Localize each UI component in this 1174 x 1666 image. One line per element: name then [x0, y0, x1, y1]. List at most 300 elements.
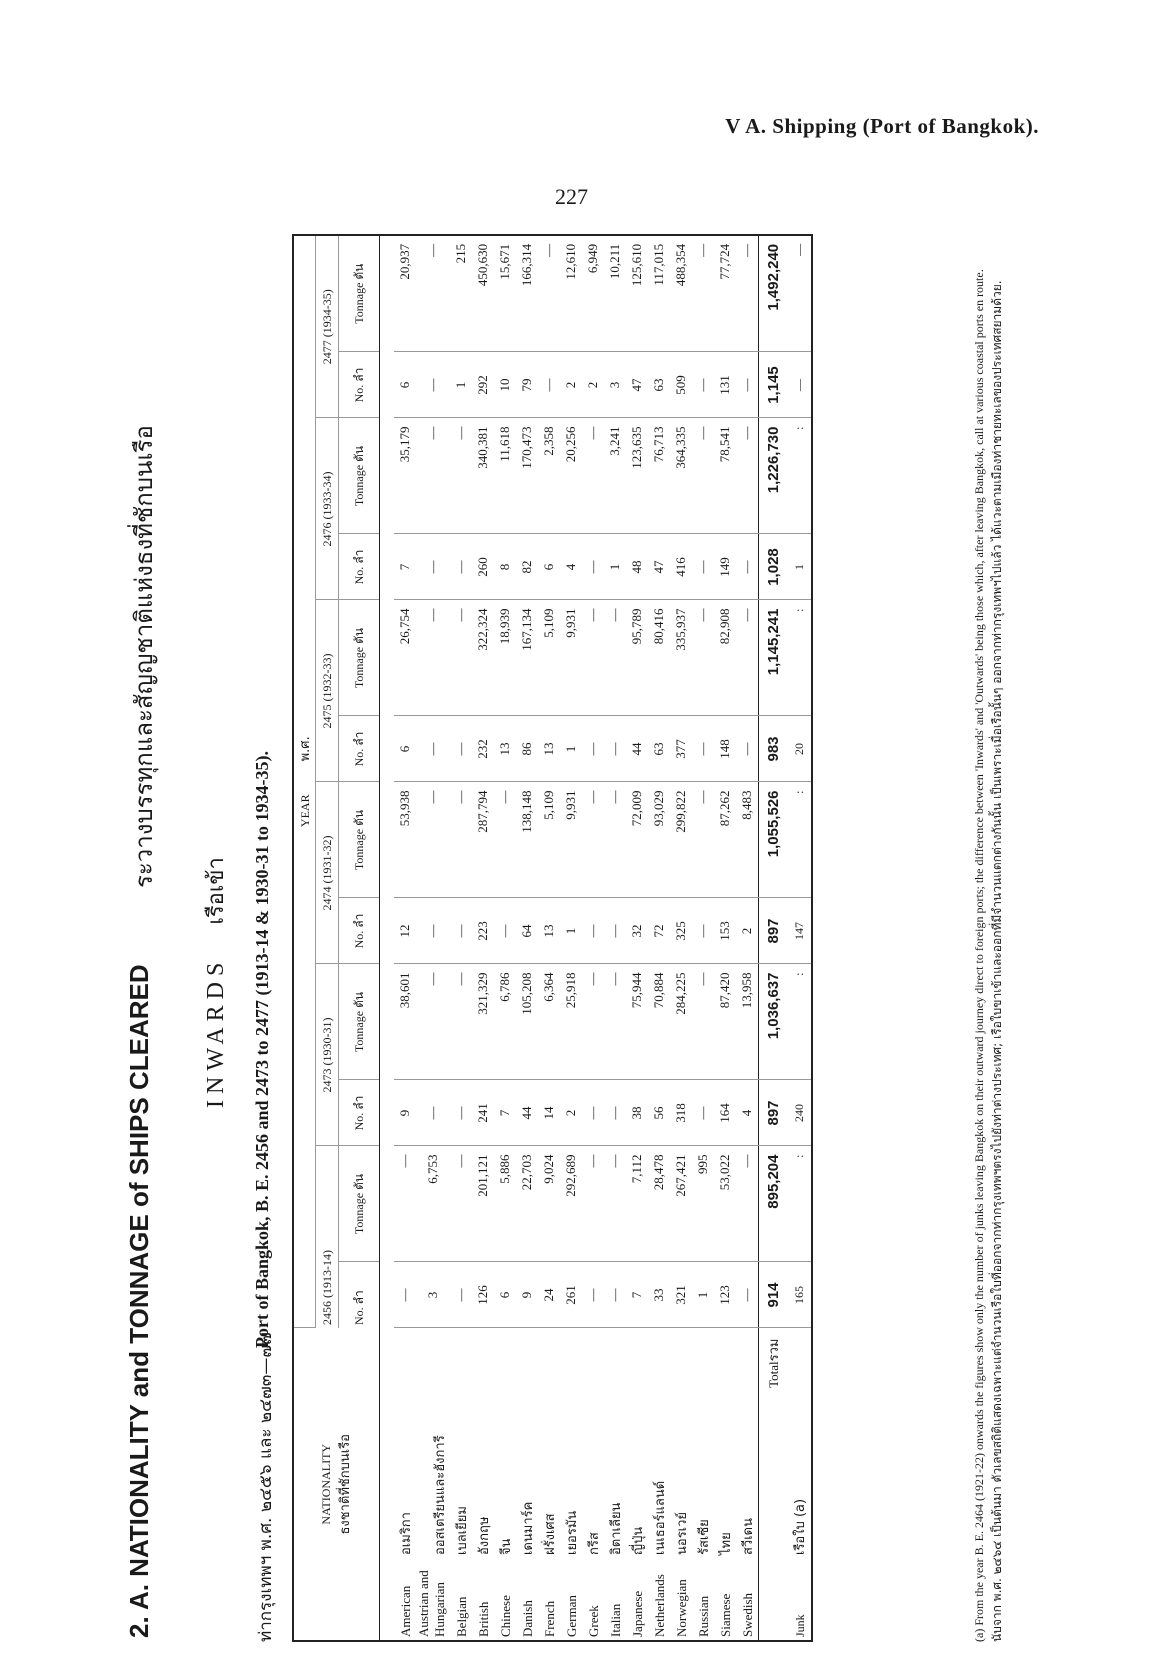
cell-tonnage: 299,822: [670, 782, 692, 898]
cell-tonnage: 895,204: [759, 1146, 788, 1262]
cell-tonnage: 2,358: [538, 418, 560, 534]
table-row: [472, 236, 494, 1640]
nationality-en: Junk: [792, 1614, 807, 1637]
cell-tonnage: —: [736, 236, 759, 352]
cell-tonnage: 322,324: [472, 600, 494, 716]
cell-tonnage: —: [394, 1146, 416, 1262]
cell-no: 292: [472, 352, 494, 418]
cell-no: 24: [538, 1262, 560, 1328]
cell-no: 13: [538, 898, 560, 964]
cell-tonnage: —: [450, 418, 472, 534]
nationality-cell: [450, 1328, 472, 1640]
nationality-cell: [516, 1328, 538, 1640]
period-header: 2474 (1931-32): [316, 782, 339, 964]
cell-no: 4: [736, 1080, 759, 1146]
cell-no: 1: [787, 534, 811, 600]
cell-tonnage: 1,492,240: [759, 236, 788, 352]
cell-no: —: [450, 716, 472, 782]
cell-no: —: [582, 716, 604, 782]
cell-no: 10: [494, 352, 516, 418]
spacer-row: [380, 236, 395, 1640]
cell-no: —: [736, 716, 759, 782]
cell-tonnage: 75,944: [626, 964, 648, 1080]
nationality-cell: [626, 1328, 648, 1640]
cell-tonnage: 25,918: [560, 964, 582, 1080]
cell-no: 131: [714, 352, 736, 418]
cell-tonnage: 117,015: [648, 236, 670, 352]
cell-tonnage: :: [787, 964, 811, 1080]
year-header: [294, 236, 316, 1328]
cell-no: 232: [472, 716, 494, 782]
cell-tonnage: —: [604, 1146, 626, 1262]
cell-tonnage: 284,225: [670, 964, 692, 1080]
running-head: V A. Shipping (Port of Bangkok).: [725, 114, 1039, 138]
cell-tonnage: 5,109: [538, 600, 560, 716]
cell-tonnage: 22,703: [516, 1146, 538, 1262]
cell-no: 165: [787, 1262, 811, 1328]
table-body: [380, 236, 812, 1640]
cell-no: 8: [494, 534, 516, 600]
nationality-th: อเมริกา: [398, 1512, 414, 1555]
cell-tonnage: 87,262: [714, 782, 736, 898]
cell-no: 1,028: [759, 534, 788, 600]
subtitle-inwards-th: เรือเข้า: [203, 857, 228, 925]
nationality-th: กรีส: [586, 1532, 602, 1555]
cell-tonnage: 1,226,730: [759, 418, 788, 534]
cell-no: 2: [582, 352, 604, 418]
cell-tonnage: 53,938: [394, 782, 416, 898]
cell-tonnage: —: [582, 418, 604, 534]
cell-no: 321: [670, 1262, 692, 1328]
cell-no: 48: [626, 534, 648, 600]
cell-no: 1: [450, 352, 472, 418]
table-row: [626, 236, 648, 1640]
cell-tonnage: —: [450, 600, 472, 716]
cell-tonnage: 995: [692, 1146, 714, 1262]
period-header: 2477 (1934-35): [316, 236, 339, 418]
title-thai: ระวางบรรทุกและสัญญชาติแห่งธงที่ชักบนเรือ: [131, 425, 158, 888]
nationality-th: เรือใบ (a): [792, 1498, 808, 1555]
cell-tonnage: —: [604, 600, 626, 716]
period-header: 2456 (1913-14): [316, 1146, 339, 1328]
cell-no: 149: [714, 534, 736, 600]
locale-row: [252, 218, 284, 1648]
cell-tonnage: 93,029: [648, 782, 670, 898]
cell-no: —: [582, 1262, 604, 1328]
cell-no: 241: [472, 1080, 494, 1146]
cell-no: 6: [394, 352, 416, 418]
footnote: [970, 238, 1006, 1642]
nationality-en: Norwegian: [673, 1579, 689, 1637]
nationality-en: Belgian: [453, 1596, 469, 1637]
cell-no: —: [692, 898, 714, 964]
cell-no: —: [582, 534, 604, 600]
cell-no: 509: [670, 352, 692, 418]
cell-no: —: [582, 898, 604, 964]
footnote-thai: นับจาก พ.ศ. ๒๔๖๔ เป็นต้นมา ตัวเลขสถิติแสดงเฉพาะแต่จำนวนเรือใบที่ออกจากท่ากรุงเทพฯตรงไปยังท่าต่างประเทศ; เรือใบขาเข้าและออกที่มีจำนวนแตกต่างกันนั้น เป็นเพราะเมื่อเรือนั้นๆ ออกจากท่ากรุงเทพฯไปแล้ว ได้แวะตามเมืองท่าชายทะเลของประเทศสยามด้วย.: [990, 280, 1004, 1642]
cell-tonnage: —: [538, 236, 560, 352]
nationality-th: สวีเดน: [740, 1517, 756, 1555]
cell-tonnage: 20,256: [560, 418, 582, 534]
period-header: 2476 (1933-34): [316, 418, 339, 600]
nationality-cell: [416, 1328, 450, 1640]
cell-tonnage: 76,713: [648, 418, 670, 534]
cell-tonnage: 123,635: [626, 418, 648, 534]
cell-tonnage: —: [692, 236, 714, 352]
column-header-tonnage: Tonnage ตัน: [339, 418, 380, 534]
cell-tonnage: 9,024: [538, 1146, 560, 1262]
cell-no: 56: [648, 1080, 670, 1146]
cell-no: 1: [560, 898, 582, 964]
nationality-cell: [494, 1328, 516, 1640]
nationality-cell: [692, 1328, 714, 1640]
cell-tonnage: —: [450, 1146, 472, 1262]
cell-tonnage: 450,630: [472, 236, 494, 352]
nationality-th: เนเธอร์แลนด์: [652, 1480, 668, 1555]
cell-no: 7: [394, 534, 416, 600]
subtitle: [198, 857, 233, 1108]
cell-tonnage: —: [416, 782, 450, 898]
cell-no: —: [416, 1080, 450, 1146]
cell-no: —: [450, 1080, 472, 1146]
cell-no: 44: [516, 1080, 538, 1146]
nationality-en: Chinese: [497, 1595, 513, 1637]
cell-tonnage: 5,886: [494, 1146, 516, 1262]
cell-tonnage: —: [416, 236, 450, 352]
table-row: [714, 236, 736, 1640]
cell-no: —: [494, 898, 516, 964]
cell-tonnage: —: [736, 1146, 759, 1262]
cell-no: 416: [670, 534, 692, 600]
nationality-th: ญี่ปุ่น: [630, 1526, 646, 1555]
cell-tonnage: 12,610: [560, 236, 582, 352]
column-header-no: No. ลำ: [339, 534, 380, 600]
cell-tonnage: 15,671: [494, 236, 516, 352]
cell-no: —: [538, 352, 560, 418]
total-row: [759, 236, 788, 1640]
nationality-en: British: [475, 1601, 491, 1637]
cell-tonnage: 170,473: [516, 418, 538, 534]
cell-no: 983: [759, 716, 788, 782]
cell-tonnage: 38,601: [394, 964, 416, 1080]
cell-tonnage: 340,381: [472, 418, 494, 534]
cell-tonnage: 26,754: [394, 600, 416, 716]
nationality-en: Austrian and Hungarian: [416, 1570, 447, 1637]
cell-tonnage: 95,789: [626, 600, 648, 716]
cell-no: —: [450, 898, 472, 964]
column-header-tonnage: Tonnage ตัน: [339, 236, 380, 352]
nationality-th: เบลเยียม: [454, 1506, 470, 1555]
cell-no: —: [736, 1262, 759, 1328]
nationality-en: Danish: [519, 1600, 535, 1637]
cell-no: 914: [759, 1262, 788, 1328]
period-header: 2473 (1930-31): [316, 964, 339, 1146]
cell-tonnage: —: [494, 782, 516, 898]
cell-no: 63: [648, 352, 670, 418]
cell-no: 72: [648, 898, 670, 964]
table-row: [394, 236, 416, 1640]
nationality-cell: [648, 1328, 670, 1640]
cell-tonnage: 292,689: [560, 1146, 582, 1262]
cell-tonnage: 6,364: [538, 964, 560, 1080]
nationality-cell: [582, 1328, 604, 1640]
rotated-table-page: [120, 218, 1050, 1648]
table-row: [648, 236, 670, 1640]
cell-no: —: [736, 534, 759, 600]
cell-no: 260: [472, 534, 494, 600]
cell-no: 47: [626, 352, 648, 418]
column-header-no: No. ลำ: [339, 716, 380, 782]
nationality-en: American: [397, 1585, 413, 1637]
cell-no: 9: [516, 1262, 538, 1328]
cell-tonnage: 6,786: [494, 964, 516, 1080]
cell-tonnage: 267,421: [670, 1146, 692, 1262]
cell-no: —: [416, 898, 450, 964]
footnote-english: (a) From the year B. E. 2464 (1921-22) onwards the figures show only the number of junks leaving Bangkok on their outward journey direct to foreign ports; the difference between 'Inwards' and 'Outwards' being those which, after leaving Bangkok, call at various coastal ports en route.: [972, 269, 986, 1642]
nationality-en: Russian: [695, 1595, 711, 1637]
nationality-cell: [787, 1328, 811, 1640]
cell-tonnage: 18,939: [494, 600, 516, 716]
cell-tonnage: 488,354: [670, 236, 692, 352]
column-header-no: No. ลำ: [339, 898, 380, 964]
cell-tonnage: 138,148: [516, 782, 538, 898]
table-row: [736, 236, 759, 1640]
nationality-cell: [538, 1328, 560, 1640]
table-row: [604, 236, 626, 1640]
cell-tonnage: 201,121: [472, 1146, 494, 1262]
cell-no: 897: [759, 898, 788, 964]
locale-thai: ท่ากรุงเทพฯ พ.ศ. ๒๔๕๖ และ ๒๔๗๓—๗๗: [256, 1332, 276, 1642]
cell-tonnage: —: [692, 600, 714, 716]
cell-tonnage: 166,314: [516, 236, 538, 352]
cell-tonnage: 6,949: [582, 236, 604, 352]
cell-tonnage: 6,753: [416, 1146, 450, 1262]
cell-tonnage: 70,884: [648, 964, 670, 1080]
column-header-no: No. ลำ: [339, 1080, 380, 1146]
cell-no: 6: [394, 716, 416, 782]
cell-tonnage: —: [736, 418, 759, 534]
nationality-header-th: ธงชาติที่ชักบนเรือ: [337, 1434, 353, 1535]
cell-no: —: [416, 534, 450, 600]
cell-no: 13: [494, 716, 516, 782]
table-row: [582, 236, 604, 1640]
cell-tonnage: 80,416: [648, 600, 670, 716]
cell-tonnage: —: [416, 964, 450, 1080]
nationality-header: [294, 1328, 380, 1640]
column-header-tonnage: Tonnage ตัน: [339, 600, 380, 716]
cell-tonnage: 167,134: [516, 600, 538, 716]
cell-no: 82: [516, 534, 538, 600]
cell-no: 20: [787, 716, 811, 782]
cell-no: 12: [394, 898, 416, 964]
cell-no: 240: [787, 1080, 811, 1146]
nationality-th: รัสเซีย: [696, 1519, 712, 1555]
cell-tonnage: 82,908: [714, 600, 736, 716]
table-row: [516, 236, 538, 1640]
cell-no: 63: [648, 716, 670, 782]
cell-tonnage: —: [736, 600, 759, 716]
cell-no: 6: [538, 534, 560, 600]
cell-tonnage: —: [692, 782, 714, 898]
cell-no: 2: [560, 1080, 582, 1146]
page-number: 227: [555, 184, 588, 209]
junk-row: [787, 236, 811, 1640]
cell-tonnage: 13,958: [736, 964, 759, 1080]
cell-no: 1: [560, 716, 582, 782]
cell-tonnage: —: [582, 782, 604, 898]
table-row: [670, 236, 692, 1640]
cell-no: —: [416, 352, 450, 418]
cell-no: 377: [670, 716, 692, 782]
cell-no: 164: [714, 1080, 736, 1146]
cell-no: 86: [516, 716, 538, 782]
cell-no: 9: [394, 1080, 416, 1146]
cell-tonnage: 215: [450, 236, 472, 352]
cell-no: 1: [692, 1262, 714, 1328]
cell-no: 1: [604, 534, 626, 600]
cell-no: 7: [626, 1262, 648, 1328]
cell-no: —: [450, 1262, 472, 1328]
nationality-th: รวม: [766, 1338, 782, 1362]
cell-tonnage: —: [582, 964, 604, 1080]
cell-no: 325: [670, 898, 692, 964]
column-header-tonnage: Tonnage ตัน: [339, 964, 380, 1080]
cell-tonnage: 125,610: [626, 236, 648, 352]
cell-tonnage: 1,055,526: [759, 782, 788, 898]
cell-tonnage: —: [450, 782, 472, 898]
table-row: [494, 236, 516, 1640]
nationality-cell: [670, 1328, 692, 1640]
nationality-en: French: [541, 1600, 557, 1637]
cell-no: 32: [626, 898, 648, 964]
cell-no: 147: [787, 898, 811, 964]
nationality-th: นอรเวย์: [674, 1511, 690, 1555]
cell-no: 7: [494, 1080, 516, 1146]
cell-no: 3: [604, 352, 626, 418]
nationality-cell: [394, 1328, 416, 1640]
nationality-cell: [759, 1328, 788, 1640]
cell-tonnage: 5,109: [538, 782, 560, 898]
cell-tonnage: 1,145,241: [759, 600, 788, 716]
year-header-th: พ.ศ.: [298, 736, 313, 762]
cell-tonnage: 28,478: [648, 1146, 670, 1262]
title-english: 2. A. NATIONALITY and TONNAGE of SHIPS CLEARED: [124, 964, 154, 1638]
cell-no: 318: [670, 1080, 692, 1146]
cell-no: 123: [714, 1262, 736, 1328]
cell-tonnage: 8,483: [736, 782, 759, 898]
cell-no: —: [394, 1262, 416, 1328]
cell-no: —: [604, 898, 626, 964]
cell-tonnage: 53,022: [714, 1146, 736, 1262]
cell-no: 6: [494, 1262, 516, 1328]
shipping-table-wrapper: [292, 234, 813, 1642]
cell-tonnage: 335,937: [670, 600, 692, 716]
cell-no: 44: [626, 716, 648, 782]
cell-tonnage: 87,420: [714, 964, 736, 1080]
cell-no: 38: [626, 1080, 648, 1146]
cell-tonnage: —: [787, 236, 811, 352]
cell-no: —: [692, 716, 714, 782]
cell-tonnage: 321,329: [472, 964, 494, 1080]
shipping-table: [294, 236, 811, 1640]
cell-tonnage: 3,241: [604, 418, 626, 534]
nationality-th: ไทย: [718, 1532, 734, 1555]
nationality-cell: [714, 1328, 736, 1640]
cell-no: —: [416, 716, 450, 782]
cell-tonnage: —: [416, 418, 450, 534]
cell-no: —: [604, 1080, 626, 1146]
cell-tonnage: —: [604, 782, 626, 898]
year-header-en: YEAR: [298, 794, 312, 828]
nationality-cell: [560, 1328, 582, 1640]
page-title: [120, 218, 184, 1648]
cell-tonnage: 287,794: [472, 782, 494, 898]
cell-tonnage: —: [450, 964, 472, 1080]
cell-tonnage: 78,541: [714, 418, 736, 534]
cell-tonnage: —: [692, 964, 714, 1080]
column-header-tonnage: Tonnage ตัน: [339, 782, 380, 898]
cell-tonnage: 72,009: [626, 782, 648, 898]
table-row: [692, 236, 714, 1640]
cell-no: 79: [516, 352, 538, 418]
cell-no: 33: [648, 1262, 670, 1328]
nationality-en: Japanese: [629, 1590, 645, 1637]
nationality-en: Total: [765, 1361, 781, 1388]
cell-tonnage: —: [692, 418, 714, 534]
cell-tonnage: —: [582, 600, 604, 716]
cell-no: —: [604, 1262, 626, 1328]
table-row: [450, 236, 472, 1640]
column-header-no: No. ลำ: [339, 1262, 380, 1328]
nationality-en: Netherlands: [651, 1574, 667, 1637]
cell-no: 2: [736, 898, 759, 964]
nationality-header-en: NATIONALITY: [318, 1443, 333, 1525]
nationality-th: อิตาเลียน: [608, 1502, 624, 1555]
cell-no: —: [450, 534, 472, 600]
table-row: [416, 236, 450, 1640]
column-header-tonnage: Tonnage ตัน: [339, 1146, 380, 1262]
cell-no: —: [692, 1080, 714, 1146]
cell-no: —: [736, 352, 759, 418]
cell-no: —: [692, 534, 714, 600]
table-row: [538, 236, 560, 1640]
nationality-th: อังกฤษ: [476, 1516, 492, 1555]
cell-no: 148: [714, 716, 736, 782]
nationality-th: ออสเตรียนและฮังการี: [433, 1435, 448, 1555]
cell-tonnage: 77,724: [714, 236, 736, 352]
cell-no: 3: [416, 1262, 450, 1328]
cell-tonnage: 35,179: [394, 418, 416, 534]
cell-tonnage: 105,208: [516, 964, 538, 1080]
spacer-cell: [380, 236, 395, 1640]
nationality-th: ฝรั่งเศส: [542, 1513, 558, 1555]
nationality-th: เยอรมัน: [564, 1510, 580, 1555]
cell-no: 47: [648, 534, 670, 600]
cell-no: 1,145: [759, 352, 788, 418]
cell-no: —: [787, 352, 811, 418]
cell-no: —: [582, 1080, 604, 1146]
cell-no: 2: [560, 352, 582, 418]
cell-tonnage: 364,335: [670, 418, 692, 534]
cell-tonnage: —: [604, 964, 626, 1080]
nationality-th: จีน: [498, 1538, 514, 1555]
cell-tonnage: —: [416, 600, 450, 716]
locale-english: Port of Bangkok, B. E. 2456 and 2473 to 2477 (1913-14 & 1930-31 to 1934-35).: [252, 751, 272, 1348]
cell-tonnage: :: [787, 418, 811, 534]
table-row: [560, 236, 582, 1640]
nationality-cell: [472, 1328, 494, 1640]
cell-tonnage: 10,211: [604, 236, 626, 352]
